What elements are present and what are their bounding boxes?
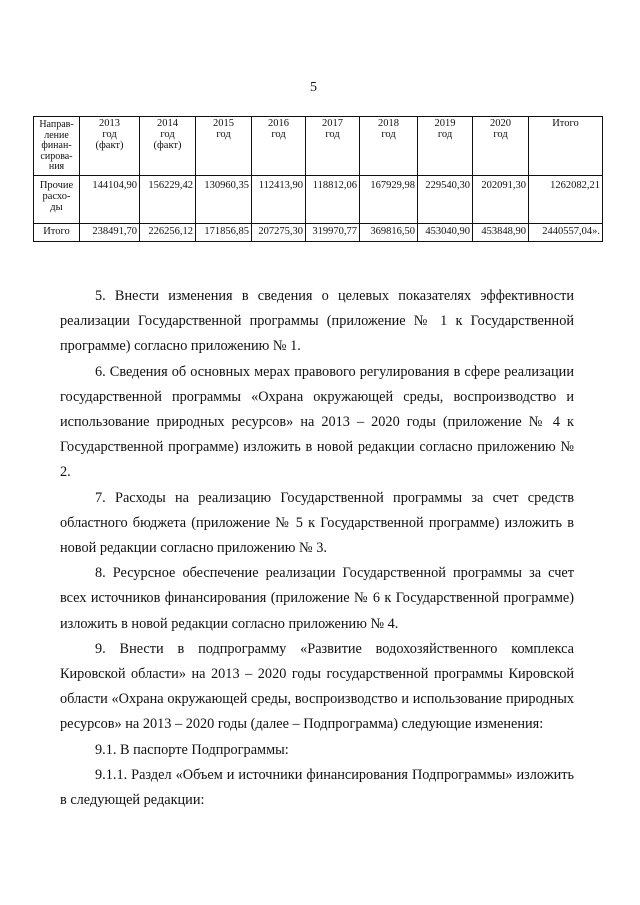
header-cell: 2019 год [418, 117, 473, 176]
table-cell: 144104,90 [80, 176, 140, 224]
header-cell: 2014 год (факт) [140, 117, 196, 176]
paragraph: 9. Внести в подпрограмму «Развитие водохозяйственного комплекса Кировской области» на 2013 – 2020 годы государственной программы Кировской области «Охрана окружающей среды, воспроизводство и использование природных ресурсов» на 2013 – 2020 годы (далее – Подпрограмма) следующие изменения: [60, 640, 574, 733]
header-cell: 2013 год (факт) [80, 117, 140, 176]
header-cell: 2018 год [360, 117, 418, 176]
header-cell: Направ- ление финан- сирова- ния [34, 117, 80, 176]
table-cell: 156229,42 [140, 176, 196, 224]
row-label: Прочие расхо- ды [34, 176, 80, 224]
table-cell [529, 224, 603, 242]
header-cell: 2016 год [252, 117, 306, 176]
closing-quote-mark: ». [592, 226, 600, 237]
table-cell: 207275,30 [252, 224, 306, 242]
header-cell: 2020 год [473, 117, 529, 176]
table-row [34, 224, 603, 242]
table-cell: 319970,77 [306, 224, 360, 242]
financing-table [33, 116, 603, 242]
table-cell: 238491,70 [80, 224, 140, 242]
table-cell: 171856,85 [196, 224, 252, 242]
paragraph: 8. Ресурсное обеспечение реализации Государственной программы за счет всех источников финансирования (приложение № 6 к Государственной программе) изложить в новой редакции согласно приложению № 4. [60, 565, 574, 632]
row-label: Итого [34, 224, 80, 242]
table-cell: 1262082,21 [529, 176, 603, 224]
document-body [60, 284, 574, 813]
paragraph: 9.1. В паспорте Подпрограммы: [95, 741, 289, 758]
table-cell: 226256,12 [140, 224, 196, 242]
paragraph: 6. Сведения об основных мерах правового регулирования в сфере реализации государственной программы «Охрана окружающей среды, воспроизводство и использование природных ресурсов» на 2013 – 2020 годы (приложение № 4 к Государственной программе) изложить в новой редакции согласно приложению № 2. [60, 363, 574, 481]
header-cell: 2015 год [196, 117, 252, 176]
table-cell: 118812,06 [306, 176, 360, 224]
table-cell: 112413,90 [252, 176, 306, 224]
page-number: 5 [310, 80, 317, 95]
header-cell: Итого [529, 117, 603, 176]
table-cell: 369816,50 [360, 224, 418, 242]
table-cell: 453040,90 [418, 224, 473, 242]
table-cell: 130960,35 [196, 176, 252, 224]
table-cell: 202091,30 [473, 176, 529, 224]
table-cell: 453848,90 [473, 224, 529, 242]
paragraph: 5. Внести изменения в сведения о целевых показателях эффективности реализации Государственной программы (приложение № 1 к Государственной программе) согласно приложению № 1. [60, 288, 574, 355]
paragraph: 7. Расходы на реализацию Государственной программы за счет средств областного бюджета (приложение № 5 к Государственной программе) изложить в новой редакции согласно приложению № 3. [60, 489, 574, 557]
table-header-row [34, 117, 603, 176]
table-cell: 229540,30 [418, 176, 473, 224]
paragraph: 9.1.1. Раздел «Объем и источники финансирования Подпрограммы» изложить в следующей редакции: [60, 766, 574, 809]
header-cell: 2017 год [306, 117, 360, 176]
table-row [34, 176, 603, 224]
total-value: 2440557,04 [542, 226, 593, 237]
table-cell: 167929,98 [360, 176, 418, 224]
